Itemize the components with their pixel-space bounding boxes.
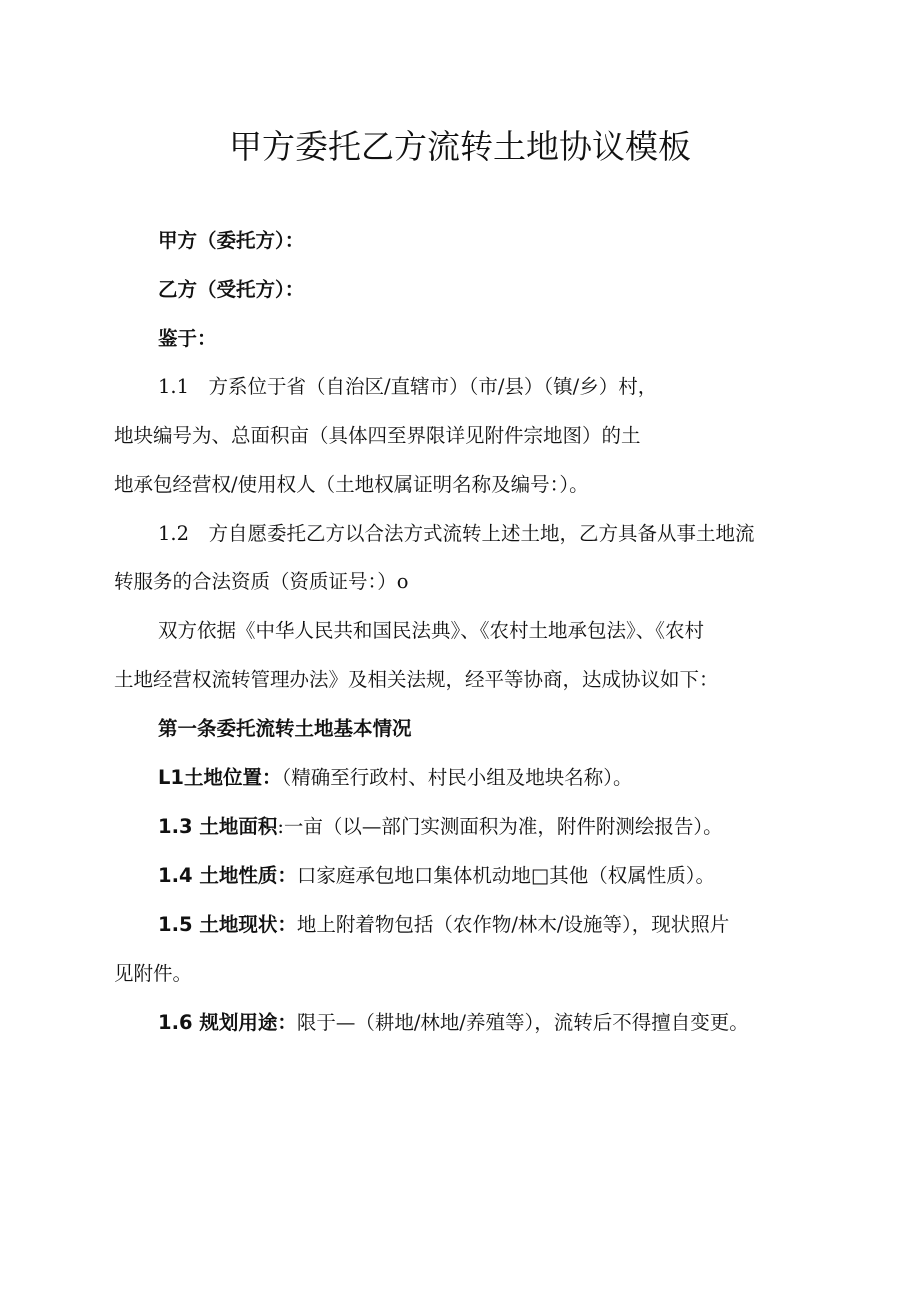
item-land-nature-label: 1.4 土地性质： bbox=[158, 864, 297, 887]
item-land-location bbox=[158, 763, 633, 793]
basis-line-1: 双方依据《中华人民共和国民法典》、《农村土地承包法》、《农村 bbox=[158, 619, 705, 642]
clause-1-2-line-1: 1.2 方自愿委托乙方以合法方式流转上述土地，乙方具备从事土地流 bbox=[158, 522, 755, 545]
clause-1-1-line-1: 1.1 方系位于省（自治区/直辖市）（市/县）（镇/乡）村， bbox=[158, 375, 658, 398]
item-land-area-label: 1.3 土地面积 bbox=[158, 815, 278, 838]
item-land-nature-text: 口家庭承包地口集体机动地□其他（权属性质）。 bbox=[296, 864, 716, 887]
clause-1-1-line-2: 地块编号为、总面积亩（具体四至界限详见附件宗地图）的土 bbox=[114, 424, 641, 447]
clause-1-1-line-3: 地承包经营权/使用权人（土地权属证明名称及编号：）。 bbox=[114, 473, 589, 496]
item-land-status-label: 1.5 土地现状： bbox=[158, 913, 297, 936]
party-a-label: 甲方（委托方）： bbox=[158, 229, 305, 252]
item-land-location-label: L1土地位置： bbox=[158, 766, 282, 789]
item-land-status-line-2: 见附件。 bbox=[114, 962, 193, 985]
clause-1-2-line-2: 转服务的合法资质（资质证号：）o bbox=[114, 570, 409, 593]
article-1-heading: 第一条委托流转土地基本情况 bbox=[158, 717, 412, 740]
party-b-label: 乙方（受托方）： bbox=[158, 278, 305, 301]
item-planned-use bbox=[158, 1008, 749, 1038]
item-land-area-text: :一亩（以—部门实测面积为准，附件附测绘报告）。 bbox=[277, 815, 723, 838]
item-planned-use-text: 限于—（耕地/林地/养殖等），流转后不得擅自变更。 bbox=[296, 1011, 749, 1034]
item-land-location-text: （精确至行政村、村民小组及地块名称）。 bbox=[281, 766, 633, 789]
basis-line-2: 土地经营权流转管理办法》及相关法规，经平等协商，达成协议如下： bbox=[114, 668, 719, 691]
item-land-status bbox=[158, 910, 729, 940]
whereas-label: 鉴于： bbox=[158, 327, 217, 350]
item-land-status-text: 地上附着物包括（农作物/林木/设施等），现状照片 bbox=[296, 913, 730, 936]
item-planned-use-label: 1.6 规划用途： bbox=[158, 1011, 297, 1034]
item-land-area bbox=[158, 812, 723, 842]
item-land-nature bbox=[158, 861, 715, 891]
document-title: 甲方委托乙方流转土地协议模板 bbox=[229, 127, 691, 166]
